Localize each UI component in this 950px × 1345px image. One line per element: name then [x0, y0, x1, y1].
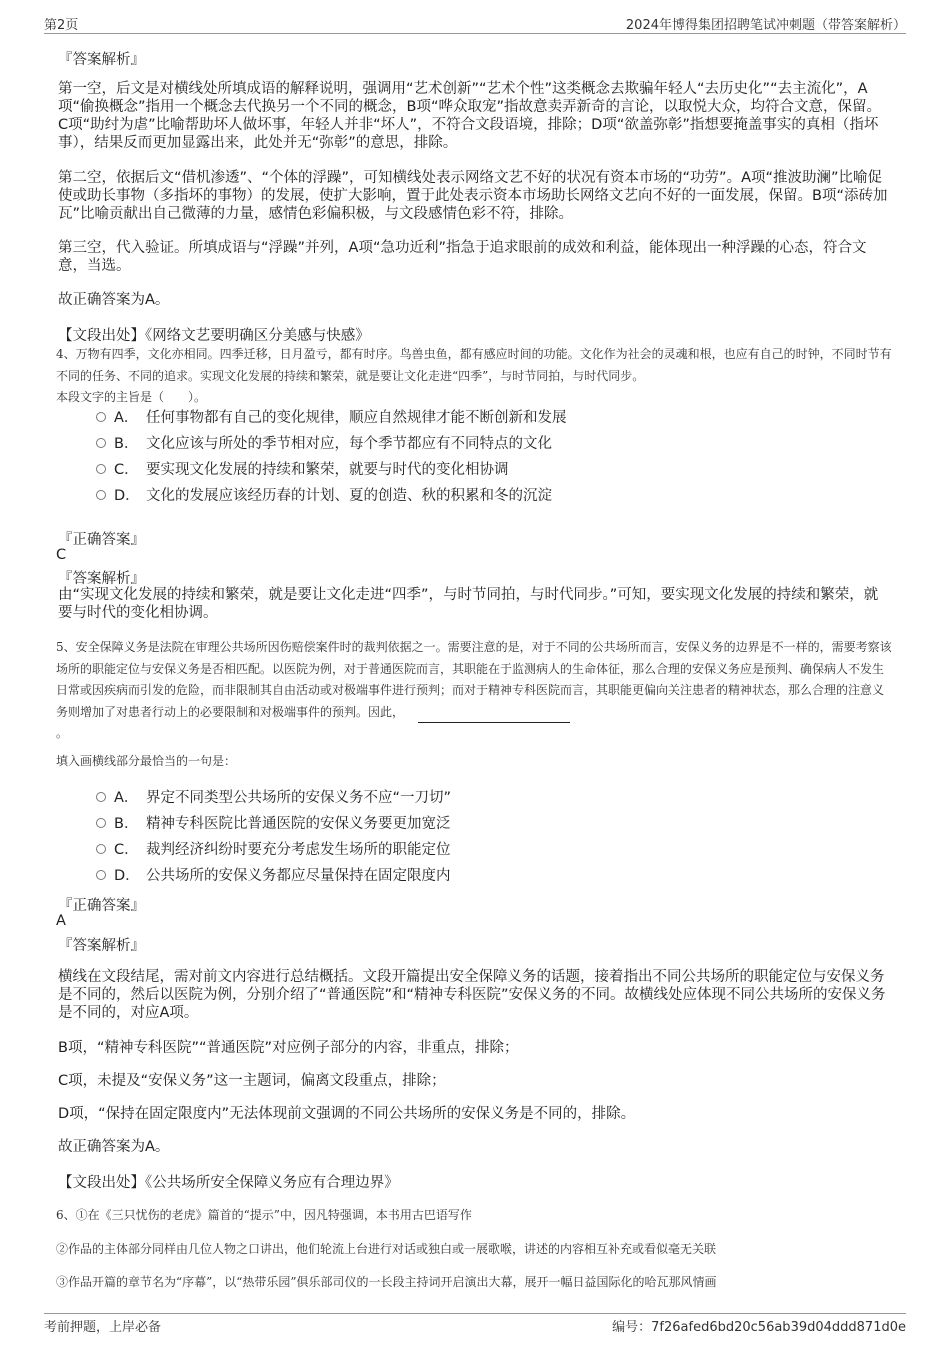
- radio-icon[interactable]: [96, 438, 106, 448]
- q5-analysis-c: C项，未提及“安保义务”这一主题词，偏离文段重点，排除；: [58, 1073, 446, 1089]
- q5-analysis-b: B项，“精神专科医院”“普通医院”对应例子部分的内容，非重点，排除；: [58, 1040, 519, 1056]
- page-number: 第2页: [44, 18, 79, 33]
- document-id: 编号：7f26afed6bd20c56ab39d04ddd871d0e: [612, 1320, 906, 1335]
- q3-conclusion: 故正确答案为A。: [58, 292, 170, 308]
- header-divider: [44, 33, 906, 34]
- q5-option-a[interactable]: A． 界定不同类型公共场所的安保义务不应“一刀切”: [96, 788, 451, 808]
- q4-stem: 4、万物有四季，文化亦相同。四季迁移，日月盈亏，都有时序。鸟兽虫鱼，都有感应时间的功能。文化作为社会的灵魂和根，也应有自己的时钟，不同时节有不同的任务、不同的追求。实现文化发展的持续和繁荣，就是要让文化走进“四季”，与时节同拍，与时代同步。: [56, 347, 892, 383]
- q3-source: 【文段出处】《网络文艺要明确区分美感与快感》: [58, 328, 370, 344]
- radio-icon[interactable]: [96, 818, 106, 828]
- radio-icon[interactable]: [96, 490, 106, 500]
- footer-slogan: 考前押题，上岸必备: [44, 1320, 162, 1335]
- q6-line-3: ③作品开篇的章节名为“序幕”，以“热带乐园”俱乐部司仪的一长段主持词开启演出大幕，展开一幅日益国际化的哈瓦那风情画: [56, 1275, 717, 1289]
- q4-analysis: 由“实现文化发展的持续和繁荣，就是要让文化走进“四季”，与时节同拍，与时代同步。”可知，要实现文化发展的持续和繁荣，就要与时代的变化相协调。: [58, 587, 879, 621]
- q5-option-b[interactable]: B． 精神专科医院比普通医院的安保义务要更加宽泛: [96, 814, 451, 834]
- answer-label: 『正确答案』: [58, 898, 145, 914]
- q5-analysis-main: 横线在文段结尾，需对前文内容进行总结概括。文段开篇提出安全保障义务的话题，接着指出不同公共场所的职能定位与安保义务是不同的，然后以医院为例，分别介绍了“普通医院”和“精神专科医院”安保义务的不同。故横线处应体现不同公共场所的安保义务是不同的，对应A项。: [58, 969, 886, 1021]
- analysis-label: 『答案解析』: [58, 938, 145, 954]
- q5-answer: A: [56, 913, 66, 929]
- q5-conclusion: 故正确答案为A。: [58, 1139, 170, 1155]
- radio-icon[interactable]: [96, 844, 106, 854]
- analysis-label: 『答案解析』: [58, 52, 145, 68]
- q5-option-c[interactable]: C． 裁判经济纠纷时要充分考虑发生场所的职能定位: [96, 840, 451, 860]
- q4-answer: C: [56, 547, 67, 563]
- footer-divider: [44, 1313, 906, 1314]
- q3-analysis-blank3: 第三空，代入验证。所填成语与“浮躁”并列，A项“急功近利”指急于追求眼前的成效和利益，能体现出一种浮躁的心态，符合文意，当选。: [58, 240, 867, 274]
- q4-option-d[interactable]: D． 文化的发展应该经历春的计划、夏的创造、秋的积累和冬的沉淀: [96, 486, 552, 506]
- q4-question: 本段文字的主旨是（ ）。: [56, 390, 207, 404]
- q4-option-a[interactable]: A． 任何事物都有自己的变化规律，顺应自然规律才能不断创新和发展: [96, 408, 567, 428]
- q6-line-2: ②作品的主体部分同样由几位人物之口讲出，他们轮流上台进行对话或独白或一展歌喉，讲述的内容相互补充或看似毫无关联: [56, 1242, 717, 1256]
- radio-icon[interactable]: [96, 464, 106, 474]
- radio-icon[interactable]: [96, 792, 106, 802]
- radio-icon[interactable]: [96, 870, 106, 880]
- q4-option-b[interactable]: B． 文化应该与所处的季节相对应，每个季节都应有不同特点的文化: [96, 434, 552, 454]
- document-title: 2024年博得集团招聘笔试冲刺题（带答案解析）: [625, 18, 906, 33]
- q5-analysis-d: D项，“保持在固定限度内”无法体现前文强调的不同公共场所的安保义务是不同的，排除。: [58, 1106, 636, 1122]
- q6-line-1: 6、①在《三只忧伤的老虎》篇首的“提示”中，因凡特强调，本书用古巴语写作: [56, 1208, 472, 1222]
- radio-icon[interactable]: [96, 412, 106, 422]
- q5-option-d[interactable]: D． 公共场所的安保义务都应尽量保持在固定限度内: [96, 866, 451, 886]
- q5-stem: 5、安全保障义务是法院在审理公共场所因伤赔偿案件时的裁判依据之一。需要注意的是，对于不同的公共场所而言，安保义务的边界是不一样的，需要考察该场所的职能定位与安保义务是否相匹配。以医院为例，对于普通医院而言，其职能在于监测病人的生命体征，那么合理的安保义务应是预判、确保病人不发生日常或因疾病而引发的危险，而非限制其自由活动或对极端事件进行预判；而对于精神专科医院而言，其职能更偏向关注患者的精神状态，那么合理的注意义务则增加了对患者行动上的必要限制和对极端事件的预判。因此， 。: [56, 640, 892, 740]
- answer-label: 『正确答案』: [58, 532, 145, 548]
- analysis-label: 『答案解析』: [58, 571, 145, 587]
- q5-question: 填入画横线部分最恰当的一句是：: [56, 754, 237, 768]
- q3-analysis-blank2: 第二空，依据后文“借机渗透”、“个体的浮躁”，可知横线处表示网络文艺不好的状况有资本市场的“功劳”。A项“推波助澜”比喻促使或助长事物（多指坏的事物）的发展，使扩大影响，置于此处表示资本市场助长网络文艺向不好的一面发展，保留。B项“添砖加瓦”比喻贡献出自己微薄的力量，感情色彩偏积极，与文段感情色彩不符，排除。: [58, 170, 888, 222]
- q5-source: 【文段出处】《公共场所安全保障义务应有合理边界》: [58, 1175, 399, 1191]
- q3-analysis-blank1: 第一空，后文是对横线处所填成语的解释说明，强调用“艺术创新”“艺术个性”这类概念去欺骗年轻人“去历史化”“去主流化”，A项“偷换概念”指用一个概念去代换另一个不同的概念，B项“哗众取宠”指故意卖弄新奇的言论，以取悦大众，均符合文意，保留。C项“助纣为虐”比喻帮助坏人做坏事，年轻人并非“坏人”，不符合文段语境，排除；D项“欲盖弥彰”指想要掩盖事实的真相（指坏事），结果反而更加显露出来，此处并无“弥彰”的意思，排除。: [58, 81, 881, 151]
- fill-in-blank: [418, 710, 570, 723]
- q4-option-c[interactable]: C． 要实现文化发展的持续和繁荣，就要与时代的变化相协调: [96, 460, 509, 480]
